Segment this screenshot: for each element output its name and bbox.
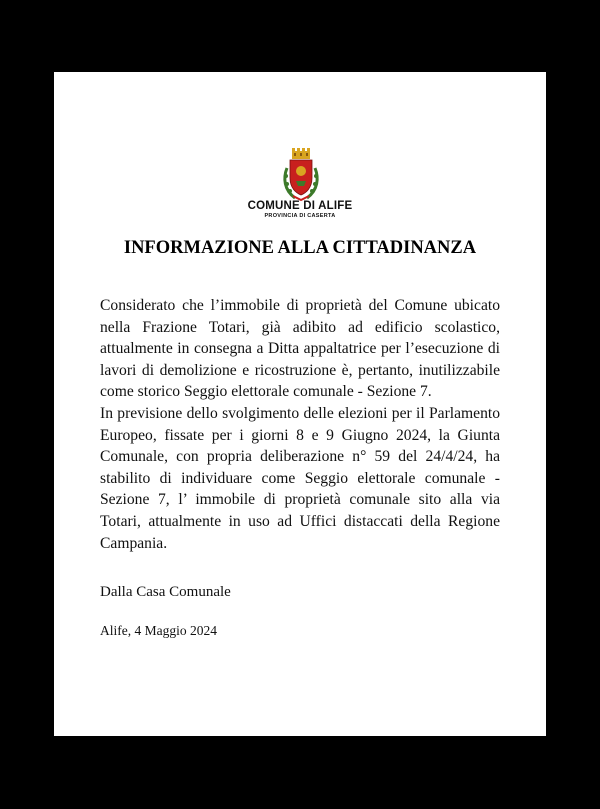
notice-title: INFORMAZIONE ALLA CITTADINANZA xyxy=(123,238,477,258)
body-paragraph-1: Considerato che l’immobile di proprietà del Comune ubicato nella Frazione Totari, già adibito ad edificio scolastico, attualmente in consegna a Ditta appaltatrice per l’esecuzione di lavori di demolizione e ricostruzione è, pertanto, inutilizzabile come storico Seggio elettorale comunale - Sezione 7. xyxy=(100,297,500,401)
notice-body xyxy=(100,295,500,554)
municipal-crest-icon xyxy=(281,148,321,202)
closing-line: Dalla Casa Comunale xyxy=(100,584,231,600)
province-name: PROVINCIA DI CASERTA xyxy=(264,213,336,219)
date-line: Alife, 4 Maggio 2024 xyxy=(100,623,217,638)
municipality-name: COMUNE DI ALIFE xyxy=(247,200,353,212)
notice-sheet xyxy=(54,72,546,736)
body-paragraph-2: In previsione dello svolgimento delle elezioni per il Parlamento Europeo, fissate per i giorni 8 e 9 Giugno 2024, la Giunta Comunale, con propria deliberazione n° 59 del 24/4/24, ha stabilito di individuare come Seggio elettorale comunale - Sezione 7, l’ immobile di proprietà comunale sito alla via Totari, attualmente in uso ad Uffici distaccati della Regione Campania. xyxy=(100,404,500,552)
